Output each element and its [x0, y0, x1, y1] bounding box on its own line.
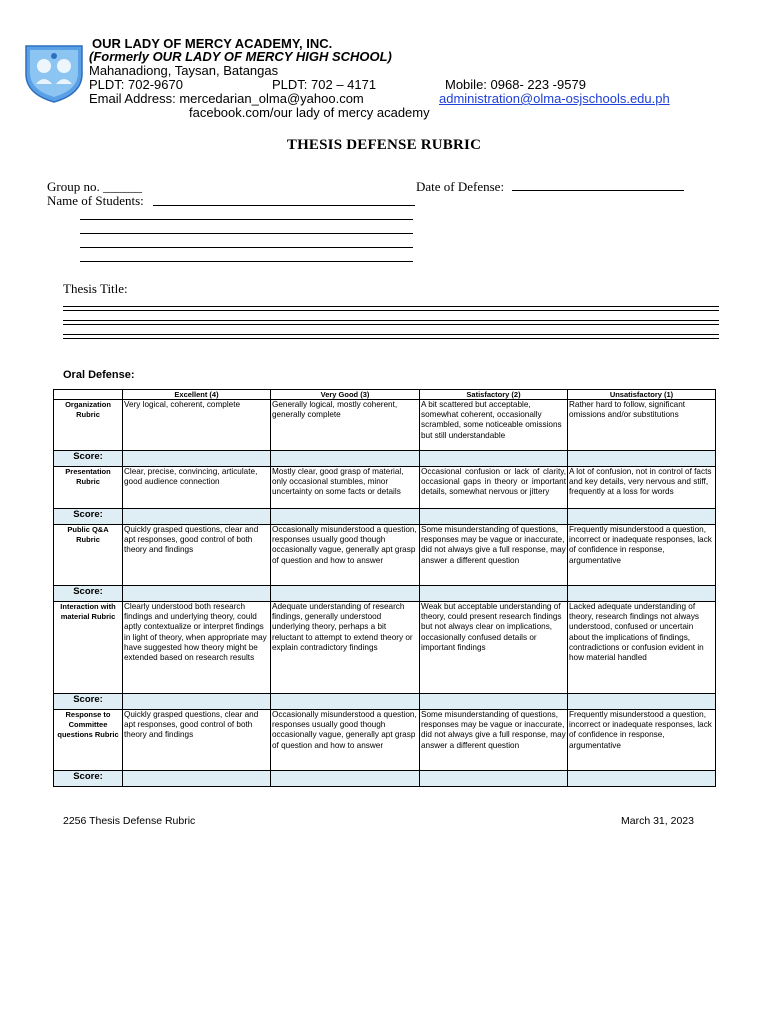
criterion-label: Organization Rubric — [54, 400, 123, 451]
score-cell[interactable] — [123, 771, 271, 787]
score-cell[interactable] — [271, 451, 420, 467]
criterion-label: Public Q&A Rubric — [54, 525, 123, 586]
score-row — [54, 451, 716, 467]
score-cell[interactable] — [568, 586, 716, 602]
thesis-title-label: Thesis Title: — [63, 281, 128, 296]
unsatisfactory-cell: A lot of confusion, not in control of facts and key details, very nervous and stiff, frequently at a loss for words — [568, 467, 716, 509]
thesis-title-line-2 — [63, 320, 719, 325]
score-cell[interactable] — [568, 694, 716, 710]
excellent-cell: Quickly grasped questions, clear and apt responses, good control of both theory and findings — [123, 525, 271, 586]
facebook-page: facebook.com/our lady of mercy academy — [189, 105, 430, 120]
header-very-good: Very Good (3) — [271, 390, 420, 400]
score-cell[interactable] — [123, 694, 271, 710]
score-cell[interactable] — [271, 771, 420, 787]
students-line-3 — [80, 220, 413, 234]
very-good-cell: Occasionally misunderstood a question, responses usually good though occasionally vague, generally apt grasp of question and how to answer — [271, 525, 420, 586]
email-link[interactable]: administration@olma-osjschools.edu.ph — [439, 91, 670, 106]
score-cell[interactable] — [420, 586, 568, 602]
excellent-cell: Clearly understood both research findings and underlying theory, could aptly contextualize or interpret findings in light of theory, when appropriate may have suggested how theory might be extended based on research results — [123, 602, 271, 694]
school-former-name: (Formerly OUR LADY OF MERCY HIGH SCHOOL) — [89, 49, 392, 64]
score-cell[interactable] — [568, 509, 716, 525]
criterion-label: Response to Committee questions Rubric — [54, 710, 123, 771]
rubric-header-row — [54, 390, 716, 400]
score-row — [54, 586, 716, 602]
score-row — [54, 771, 716, 787]
rubric-row-presentation — [54, 467, 716, 509]
score-cell[interactable] — [123, 451, 271, 467]
satisfactory-cell: Some misunderstanding of questions, responses may be vague or inaccurate, did not always give a full response, may answer a different question — [420, 525, 568, 586]
score-row — [54, 694, 716, 710]
date-of-defense-label: Date of Defense: — [416, 179, 505, 194]
satisfactory-cell: A bit scattered but acceptable, somewhat coherent, occasionally scrambled, some noticeable omissions but still understandable — [420, 400, 568, 451]
satisfactory-cell: Some misunderstanding of questions, responses may be vague or inaccurate, did not always give a full response, may answer a different question — [420, 710, 568, 771]
criterion-label: Presentation Rubric — [54, 467, 123, 509]
rubric-table — [53, 389, 716, 787]
very-good-cell: Mostly clear, good grasp of material, only occasional stumbles, minor uncertainty on some facts or details — [271, 467, 420, 509]
score-cell[interactable] — [123, 586, 271, 602]
score-cell[interactable] — [420, 509, 568, 525]
footer-document-id: 2256 Thesis Defense Rubric — [63, 815, 196, 827]
date-of-defense-line — [512, 177, 684, 191]
oral-defense-heading: Oral Defense: — [63, 369, 135, 381]
rubric-row-organization — [54, 400, 716, 451]
unsatisfactory-cell: Rather hard to follow, significant omissions and/or substitutions — [568, 400, 716, 451]
satisfactory-cell: Occasional confusion or lack of clarity, occasional gaps in theory or important details, somewhat nervous or jittery — [420, 467, 568, 509]
thesis-title-line-3 — [63, 334, 719, 339]
footer-date: March 31, 2023 — [621, 815, 694, 827]
very-good-cell: Adequate understanding of research findings, generally understood underlying theory, perhaps a bit reluctant to attempt to extend theory or explain contradictory findings — [271, 602, 420, 694]
school-logo — [22, 40, 86, 104]
score-cell[interactable] — [568, 451, 716, 467]
score-row — [54, 509, 716, 525]
school-address: Mahanadiong, Taysan, Batangas — [89, 63, 279, 78]
score-label: Score: — [54, 509, 123, 525]
score-cell[interactable] — [420, 771, 568, 787]
score-cell[interactable] — [271, 509, 420, 525]
rubric-row-public-qa — [54, 525, 716, 586]
criterion-label: Interaction with material Rubric — [54, 602, 123, 694]
contact-email — [89, 91, 670, 106]
score-cell[interactable] — [420, 694, 568, 710]
header-criteria — [54, 390, 123, 400]
students-label: Name of Students: — [47, 193, 144, 208]
students-line-1 — [153, 192, 415, 206]
mobile-number: Mobile: 0968- 223 -9579 — [445, 77, 586, 92]
very-good-cell: Occasionally misunderstood a question, responses usually good though occasionally vague, generally apt grasp of question and how to answer — [271, 710, 420, 771]
unsatisfactory-cell: Frequently misunderstood a question, incorrect or inadequate responses, lack of confidence in response, argumentative — [568, 710, 716, 771]
satisfactory-cell: Weak but acceptable understanding of theory, could present research findings but not always clear on implications, occasionally confused details or important findings — [420, 602, 568, 694]
score-cell[interactable] — [271, 694, 420, 710]
score-label: Score: — [54, 451, 123, 467]
score-cell[interactable] — [568, 771, 716, 787]
score-label: Score: — [54, 694, 123, 710]
rubric-row-committee-questions — [54, 710, 716, 771]
contact-phones — [89, 77, 586, 92]
pldt-number-2: PLDT: 702 – 4171 — [272, 77, 377, 92]
score-label: Score: — [54, 586, 123, 602]
students-line-4 — [80, 234, 413, 248]
excellent-cell: Very logical, coherent, complete — [123, 400, 271, 451]
score-cell[interactable] — [271, 586, 420, 602]
thesis-title-line-1 — [63, 306, 719, 311]
rubric-row-interaction — [54, 602, 716, 694]
score-cell[interactable] — [123, 509, 271, 525]
unsatisfactory-cell: Lacked adequate understanding of theory, research findings not always understood, confused or uncertain about the implications of findings, contradictions or confusion evident in how material handled — [568, 602, 716, 694]
pldt-number-1: PLDT: 702-9670 — [89, 77, 183, 92]
header-excellent: Excellent (4) — [123, 390, 271, 400]
school-name: OUR LADY OF MERCY ACADEMY, INC. — [92, 36, 333, 51]
email-address: Email Address: mercedarian_olma@yahoo.com — [89, 91, 364, 106]
header-unsatisfactory: Unsatisfactory (1) — [568, 390, 716, 400]
unsatisfactory-cell: Frequently misunderstood a question, incorrect or inadequate responses, lack of confidence in response, argumentative — [568, 525, 716, 586]
score-cell[interactable] — [420, 451, 568, 467]
very-good-cell: Generally logical, mostly coherent, generally complete — [271, 400, 420, 451]
excellent-cell: Quickly grasped questions, clear and apt responses, good control of both theory and findings — [123, 710, 271, 771]
score-label: Score: — [54, 771, 123, 787]
students-line-2 — [80, 206, 413, 220]
header-satisfactory: Satisfactory (2) — [420, 390, 568, 400]
document-title: THESIS DEFENSE RUBRIC — [286, 137, 482, 153]
group-number-field: Group no. ______ — [47, 179, 142, 194]
students-line-5 — [80, 248, 413, 262]
excellent-cell: Clear, precise, convincing, articulate, good audience connection — [123, 467, 271, 509]
